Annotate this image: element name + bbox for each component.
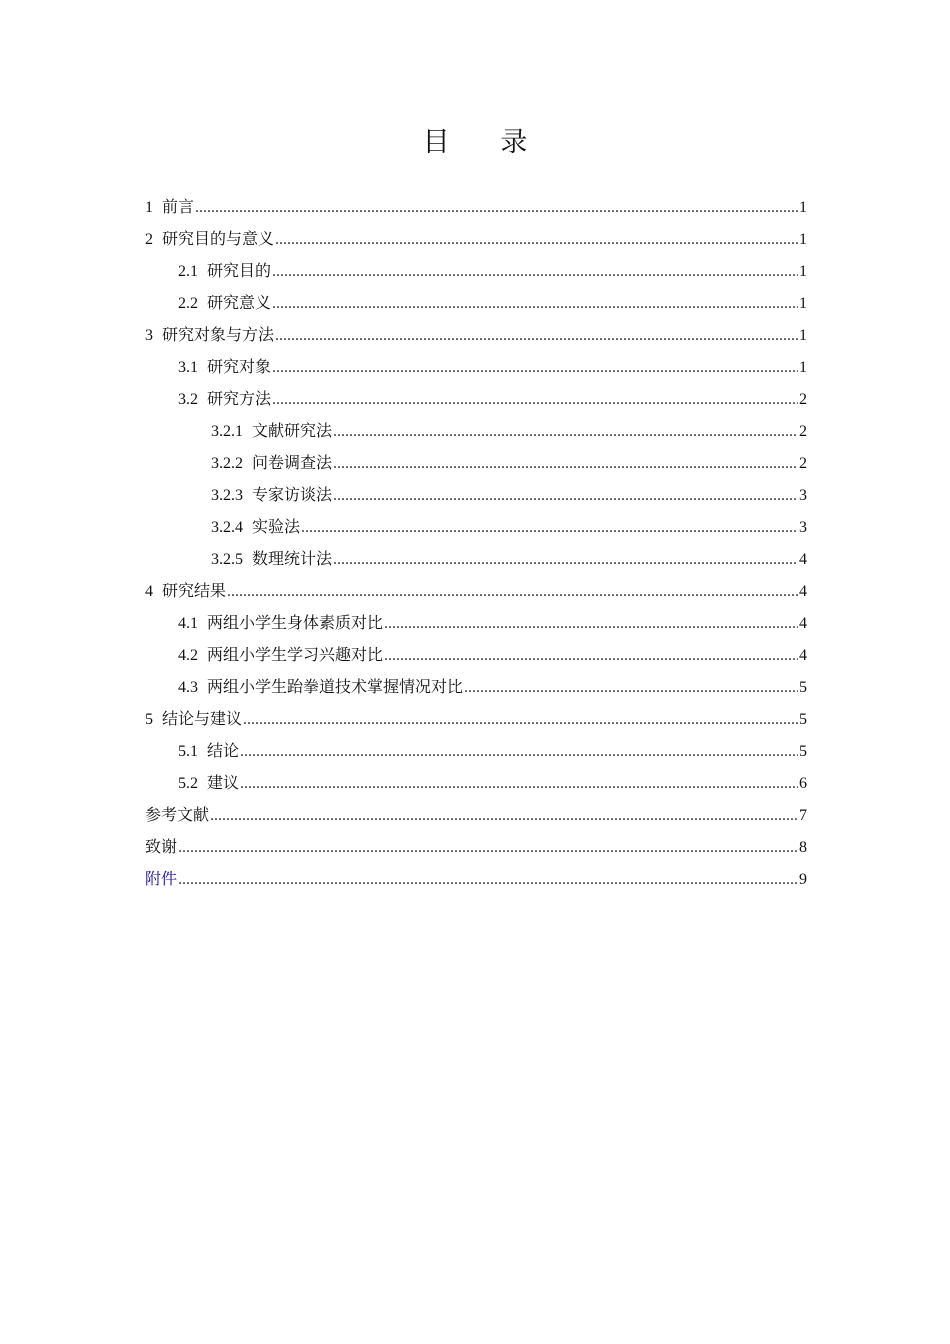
toc-entry-title: 研究目的 (207, 263, 272, 280)
toc-dot-leader (301, 512, 798, 544)
toc-entry-number: 3.2.5 (211, 551, 243, 568)
toc-dot-leader (384, 608, 798, 640)
toc-entry[interactable] (145, 832, 807, 864)
toc-entry-number: 4.3 (178, 679, 198, 696)
toc-dot-leader (333, 416, 798, 448)
toc-entry[interactable] (145, 384, 807, 416)
toc-entry[interactable] (145, 768, 807, 800)
toc-entry-title: 两组小学生身体素质对比 (207, 615, 384, 632)
toc-dot-leader (240, 736, 798, 768)
toc-dot-leader (275, 320, 798, 352)
toc-entry-number: 3.2.1 (211, 423, 243, 440)
toc-dot-leader (243, 704, 798, 736)
toc-dot-leader (384, 640, 798, 672)
toc-entry-title: 两组小学生跆拳道技术掌握情况对比 (207, 679, 464, 696)
toc-page-number: 4 (799, 551, 807, 568)
toc-entry-number: 4.1 (178, 615, 198, 632)
toc-entry-number: 3.2.3 (211, 487, 243, 504)
toc-page-number: 8 (799, 839, 807, 856)
table-of-contents (145, 192, 807, 896)
toc-entry[interactable] (145, 352, 807, 384)
toc-entry-number: 5.1 (178, 743, 198, 760)
toc-entry-title: 专家访谈法 (252, 487, 333, 504)
toc-entry[interactable] (145, 608, 807, 640)
toc-entry[interactable] (145, 576, 807, 608)
toc-entry-title: 两组小学生学习兴趣对比 (207, 647, 384, 664)
toc-page-number: 2 (799, 423, 807, 440)
toc-entry-link[interactable]: 附件 (145, 871, 178, 888)
toc-entry-number: 2.2 (178, 295, 198, 312)
toc-page-number: 5 (799, 743, 807, 760)
toc-entry[interactable] (145, 544, 807, 576)
toc-dot-leader (178, 832, 798, 864)
toc-entry[interactable] (145, 864, 807, 896)
toc-page-number: 4 (799, 647, 807, 664)
toc-dot-leader (272, 352, 798, 384)
toc-page-number: 1 (799, 359, 807, 376)
toc-entry[interactable] (145, 800, 807, 832)
toc-entry-number: 2 (145, 231, 153, 248)
toc-page-number: 3 (799, 519, 807, 536)
toc-entry-number: 2.1 (178, 263, 198, 280)
toc-entry-number: 4.2 (178, 647, 198, 664)
toc-entry[interactable] (145, 640, 807, 672)
toc-dot-leader (272, 288, 798, 320)
toc-page-number: 1 (799, 295, 807, 312)
toc-entry-number: 3.2.4 (211, 519, 243, 536)
toc-dot-leader (195, 192, 798, 224)
toc-entry-number: 5.2 (178, 775, 198, 792)
toc-entry-number: 3.2 (178, 391, 198, 408)
toc-entry-title: 前言 (162, 199, 195, 216)
toc-dot-leader (275, 224, 798, 256)
toc-entry-title: 研究方法 (207, 391, 272, 408)
toc-dot-leader (333, 480, 798, 512)
toc-entry[interactable] (145, 480, 807, 512)
toc-entry[interactable] (145, 224, 807, 256)
toc-entry-number: 1 (145, 199, 153, 216)
toc-page-number: 1 (799, 327, 807, 344)
toc-dot-leader (178, 864, 798, 896)
toc-dot-leader (333, 544, 798, 576)
toc-entry-title: 研究对象与方法 (162, 327, 275, 344)
toc-entry[interactable] (145, 672, 807, 704)
toc-entry[interactable] (145, 416, 807, 448)
toc-page-number: 1 (799, 199, 807, 216)
toc-page-number: 6 (799, 775, 807, 792)
toc-entry[interactable] (145, 512, 807, 544)
toc-dot-leader (272, 384, 798, 416)
toc-dot-leader (272, 256, 798, 288)
toc-page-number: 9 (799, 871, 807, 888)
toc-entry-title: 数理统计法 (252, 551, 333, 568)
toc-entry[interactable] (145, 288, 807, 320)
toc-entry-number: 3 (145, 327, 153, 344)
toc-entry-title: 参考文献 (145, 807, 210, 824)
toc-page-number: 5 (799, 679, 807, 696)
toc-entry[interactable] (145, 448, 807, 480)
toc-entry-title: 问卷调查法 (252, 455, 333, 472)
page-title: 目 录 (422, 127, 550, 157)
toc-page-number: 5 (799, 711, 807, 728)
toc-entry[interactable] (145, 320, 807, 352)
toc-entry-title: 研究意义 (207, 295, 272, 312)
toc-page-number: 3 (799, 487, 807, 504)
toc-dot-leader (227, 576, 798, 608)
toc-entry-title: 致谢 (145, 839, 178, 856)
toc-entry-title: 研究结果 (162, 583, 227, 600)
toc-entry-number: 3.2.2 (211, 455, 243, 472)
toc-page-number: 7 (799, 807, 807, 824)
toc-dot-leader (333, 448, 798, 480)
toc-entry[interactable] (145, 192, 807, 224)
toc-page-number: 2 (799, 455, 807, 472)
toc-entry[interactable] (145, 704, 807, 736)
toc-entry-title: 研究目的与意义 (162, 231, 275, 248)
toc-entry-title: 结论 (207, 743, 240, 760)
toc-page-number: 4 (799, 583, 807, 600)
toc-entry-title: 文献研究法 (252, 423, 333, 440)
toc-entry-title: 建议 (207, 775, 240, 792)
toc-entry[interactable] (145, 736, 807, 768)
toc-entry-number: 5 (145, 711, 153, 728)
toc-page-number: 4 (799, 615, 807, 632)
toc-dot-leader (240, 768, 798, 800)
toc-page-number: 1 (799, 263, 807, 280)
toc-page-number: 1 (799, 231, 807, 248)
toc-page-number: 2 (799, 391, 807, 408)
toc-dot-leader (464, 672, 798, 704)
toc-dot-leader (210, 800, 798, 832)
toc-entry-title: 结论与建议 (162, 711, 243, 728)
toc-entry-title: 实验法 (252, 519, 301, 536)
toc-entry-number: 3.1 (178, 359, 198, 376)
toc-entry-number: 4 (145, 583, 153, 600)
toc-entry-title: 研究对象 (207, 359, 272, 376)
toc-entry[interactable] (145, 256, 807, 288)
